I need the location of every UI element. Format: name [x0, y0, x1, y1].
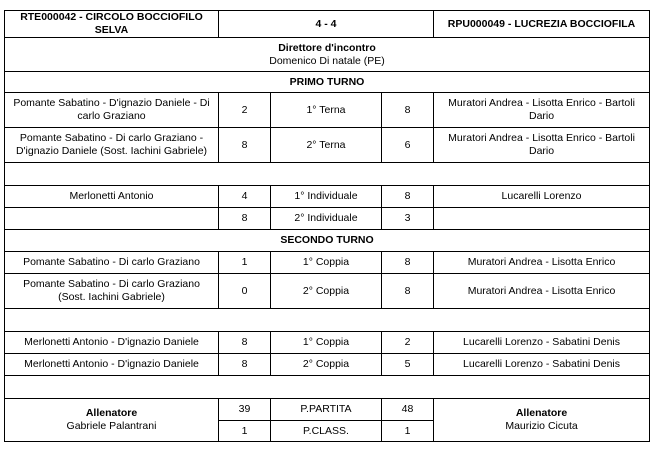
- game-row: [5, 252, 650, 274]
- spacer-cell: [5, 309, 650, 332]
- game-type: 2° Terna: [271, 128, 382, 163]
- home-players: Merlonetti Antonio - D'ignazio Daniele: [5, 332, 219, 354]
- director-name: Domenico Di natale (PE): [269, 54, 385, 67]
- director-label: Direttore d'incontro: [278, 41, 376, 54]
- home-score: 8: [219, 332, 271, 354]
- partita-label: P.PARTITA: [271, 399, 382, 421]
- section-row: [5, 72, 650, 93]
- away-coach-cell: [434, 399, 650, 442]
- home-players: Pomante Sabatino - Di carlo Graziano - D'ignazio Daniele (Sost. Iachini Gabriele): [5, 128, 219, 163]
- game-type: 2° Coppia: [271, 274, 382, 309]
- game-row: [5, 354, 650, 376]
- away-players: Lucarelli Lorenzo: [434, 186, 650, 208]
- class-label: P.CLASS.: [271, 421, 382, 442]
- away-class-points: 1: [382, 421, 434, 442]
- home-partita-points: 39: [219, 399, 271, 421]
- away-coach-label: Allenatore: [515, 407, 568, 419]
- away-players: [434, 208, 650, 230]
- home-class-points: 1: [219, 421, 271, 442]
- home-score: 8: [219, 354, 271, 376]
- away-players: Muratori Andrea - Lisotta Enrico: [434, 274, 650, 309]
- game-type: 1° Individuale: [271, 186, 382, 208]
- away-score: 6: [382, 128, 434, 163]
- away-score: 8: [382, 252, 434, 274]
- home-players: Merlonetti Antonio: [5, 186, 219, 208]
- game-row: [5, 332, 650, 354]
- game-row: [5, 186, 650, 208]
- home-coach-cell: [5, 399, 219, 442]
- away-score: 5: [382, 354, 434, 376]
- game-type: 2° Individuale: [271, 208, 382, 230]
- away-players: Muratori Andrea - Lisotta Enrico - Bartoli Dario: [434, 128, 650, 163]
- away-players: Lucarelli Lorenzo - Sabatini Denis: [434, 354, 650, 376]
- home-coach-label: Allenatore: [85, 407, 138, 419]
- match-score: 4 - 4: [219, 11, 434, 38]
- away-players: Lucarelli Lorenzo - Sabatini Denis: [434, 332, 650, 354]
- game-row: [5, 93, 650, 128]
- away-score: 8: [382, 186, 434, 208]
- away-team-code: RPU000049 - LUCREZIA BOCCIOFILA: [434, 11, 650, 38]
- home-players: Pomante Sabatino - Di carlo Graziano: [5, 252, 219, 274]
- director-row: [5, 38, 650, 72]
- first-round-title: PRIMO TURNO: [5, 72, 650, 93]
- game-type: 1° Coppia: [271, 252, 382, 274]
- home-score: 2: [219, 93, 271, 128]
- home-score: 4: [219, 186, 271, 208]
- home-players: Pomante Sabatino - Di carlo Graziano (Sost. Iachini Gabriele): [5, 274, 219, 309]
- home-players: [5, 208, 219, 230]
- director-cell: [5, 38, 650, 72]
- game-type: 1° Terna: [271, 93, 382, 128]
- spacer-row: [5, 309, 650, 332]
- away-score: 8: [382, 274, 434, 309]
- home-score: 8: [219, 208, 271, 230]
- home-score: 8: [219, 128, 271, 163]
- second-round-title: SECONDO TURNO: [5, 230, 650, 252]
- home-players: Pomante Sabatino - D'ignazio Daniele - Di carlo Graziano: [5, 93, 219, 128]
- section-row: [5, 230, 650, 252]
- home-players: Merlonetti Antonio - D'ignazio Daniele: [5, 354, 219, 376]
- spacer-cell: [5, 376, 650, 399]
- spacer-row: [5, 163, 650, 186]
- home-score: 1: [219, 252, 271, 274]
- game-row: [5, 274, 650, 309]
- home-score: 0: [219, 274, 271, 309]
- game-type: 2° Coppia: [271, 354, 382, 376]
- away-coach-name: Maurizio Cicuta: [505, 420, 578, 432]
- game-type: 1° Coppia: [271, 332, 382, 354]
- away-score: 3: [382, 208, 434, 230]
- footer-row: [5, 399, 650, 421]
- away-players: Muratori Andrea - Lisotta Enrico: [434, 252, 650, 274]
- away-players: Muratori Andrea - Lisotta Enrico - Bartoli Dario: [434, 93, 650, 128]
- header-row: [5, 11, 650, 38]
- home-coach-name: Gabriele Palantrani: [66, 420, 157, 432]
- away-score: 2: [382, 332, 434, 354]
- away-partita-points: 48: [382, 399, 434, 421]
- home-team-code: RTE000042 - CIRCOLO BOCCIOFILO SELVA: [5, 11, 219, 38]
- game-row: [5, 128, 650, 163]
- spacer-row: [5, 376, 650, 399]
- match-report-table: [4, 10, 650, 442]
- game-row: [5, 208, 650, 230]
- spacer-cell: [5, 163, 650, 186]
- away-score: 8: [382, 93, 434, 128]
